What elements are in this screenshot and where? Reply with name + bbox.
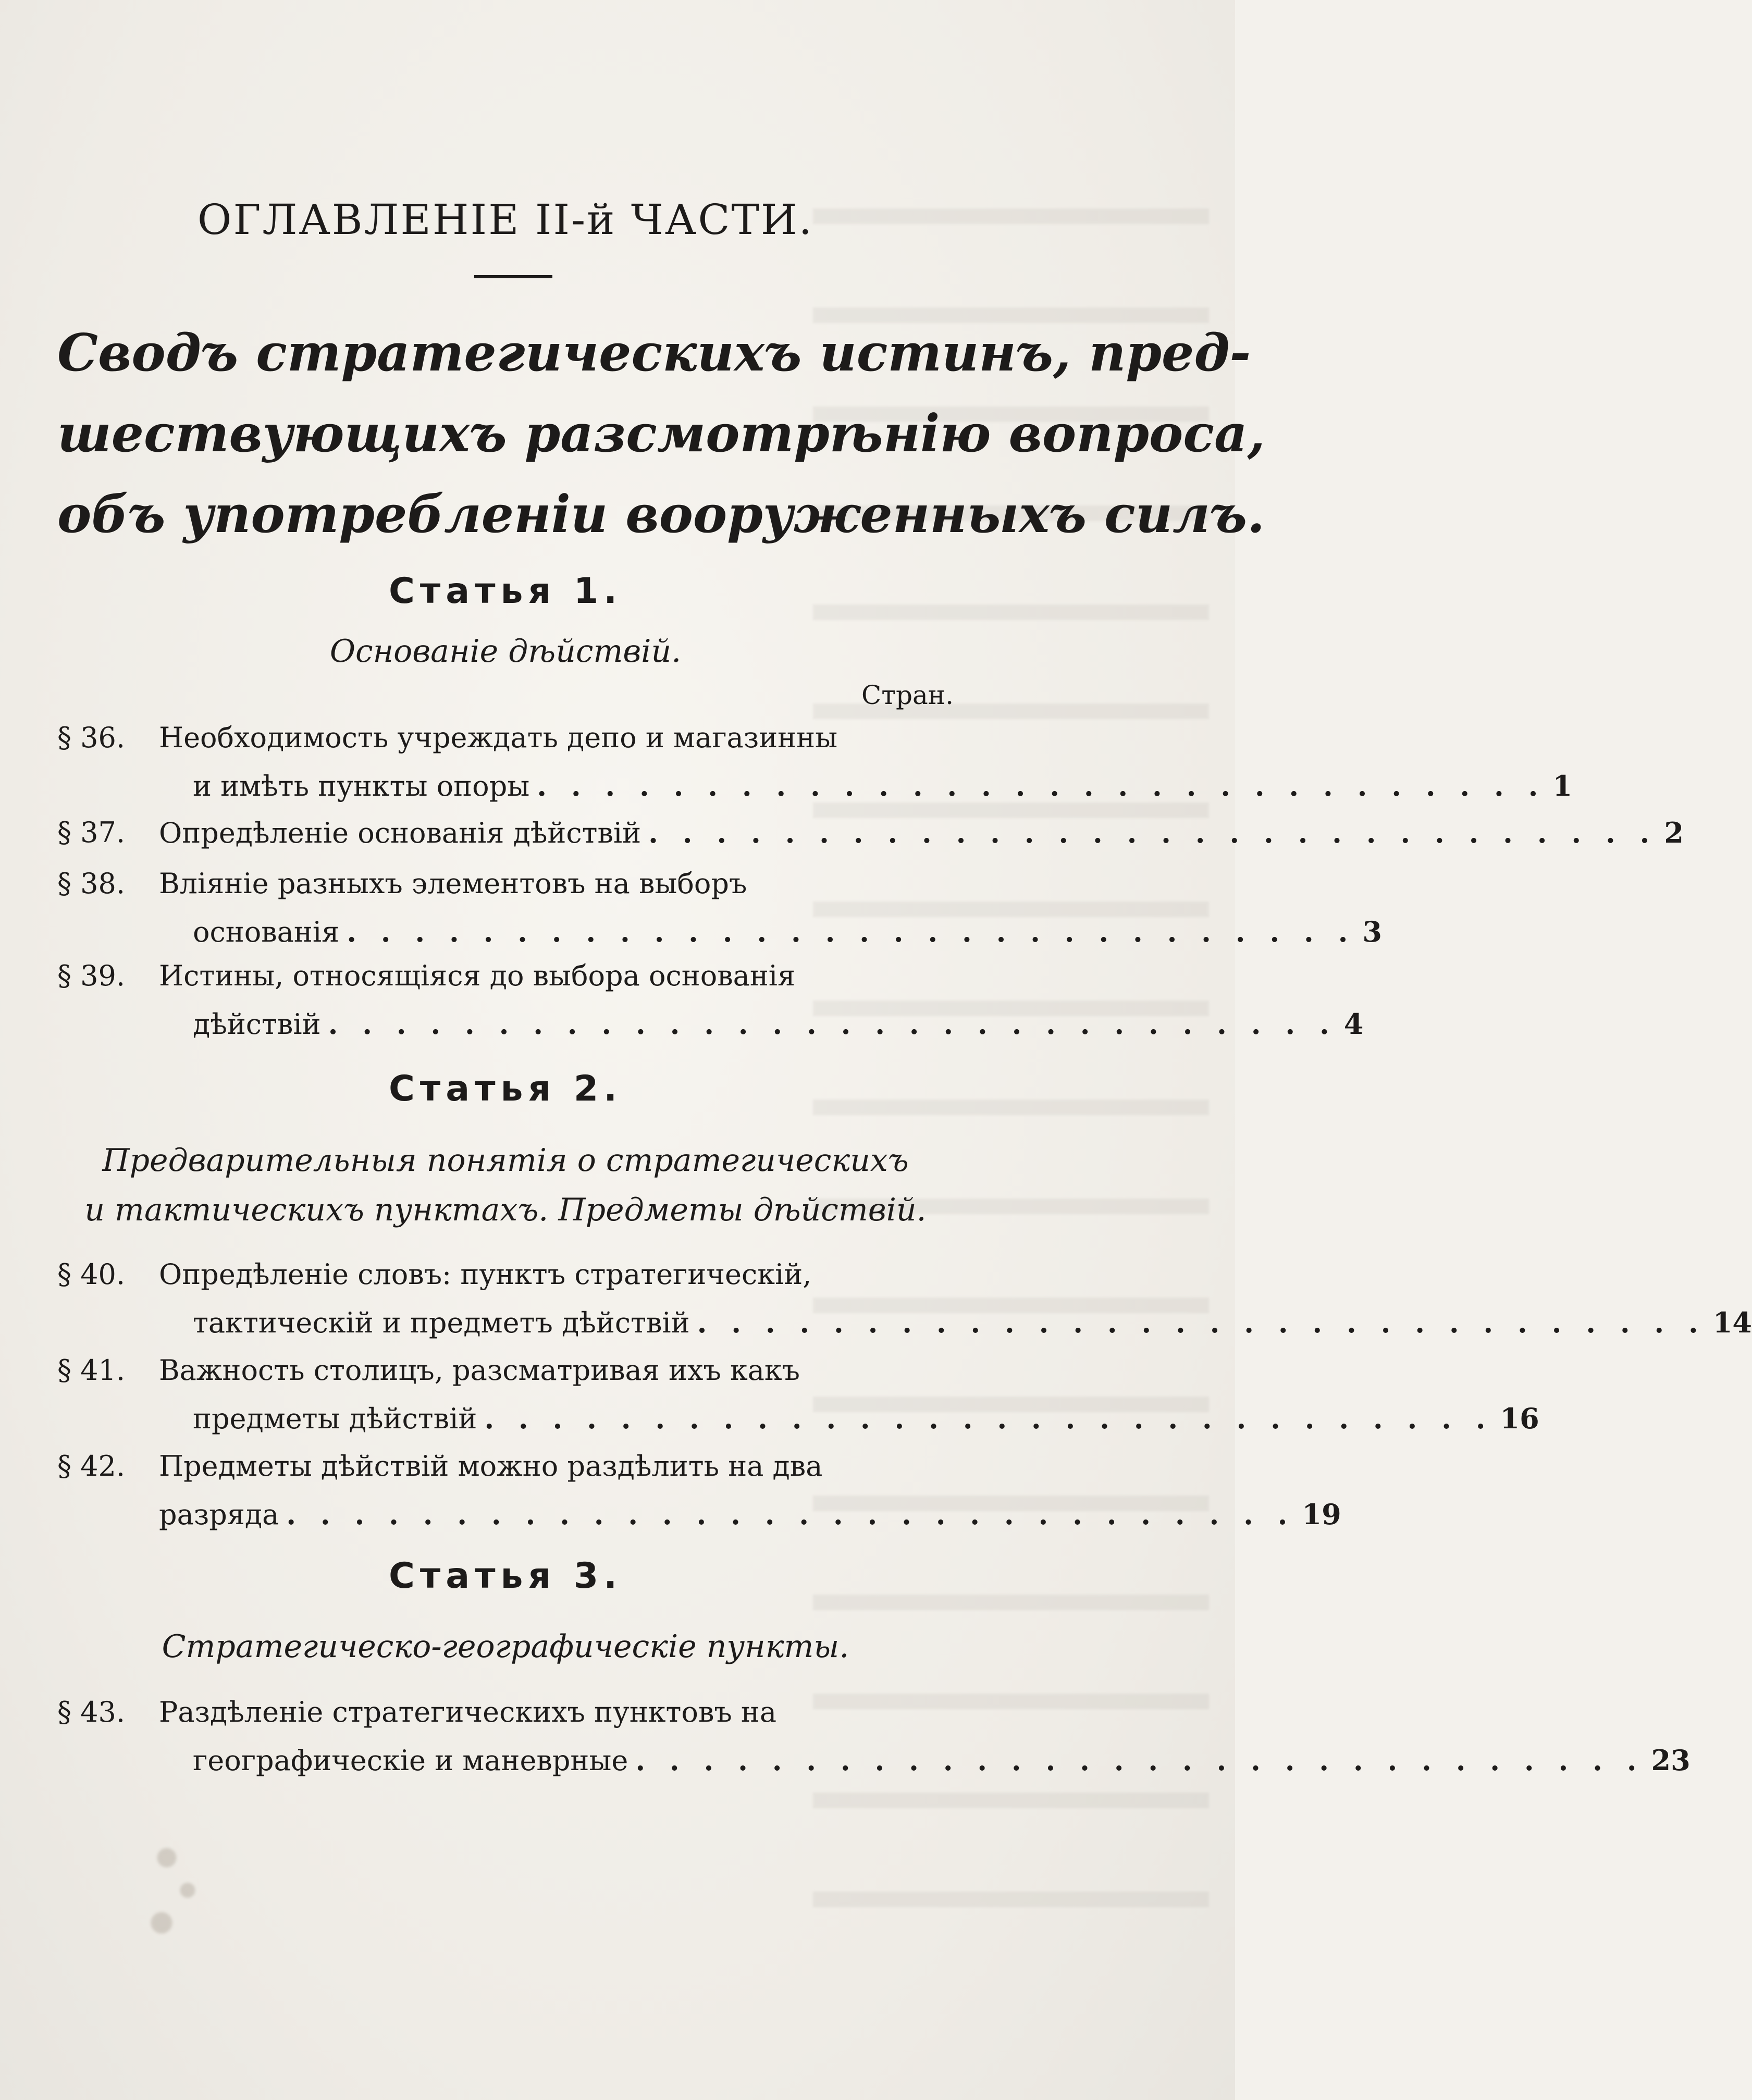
section-heading-line: Сводъ стратегическихъ истинъ, пред- xyxy=(57,323,1251,383)
leader-dots: . . . . . . . . . . . . . . . . . . . . . . . . . . . . . . xyxy=(286,1498,1295,1531)
title-divider xyxy=(474,275,552,278)
entry-text: Вліяніе разныхъ элементовъ на выборъ xyxy=(159,867,747,900)
leader-dots: . . . . . . . . . . . . . . . . . . . . . . . . . . . . . . xyxy=(347,915,1355,948)
article-subtitle-line: и тактическихъ пунктахъ. Предметы дѣйствій. xyxy=(84,1192,927,1228)
entry-text: Опредѣленіе основанія дѣйствій xyxy=(159,817,641,849)
entry-text-cont: предметы дѣйствій xyxy=(193,1402,477,1435)
entry-text: Важность столицъ, разсматривая ихъ какъ xyxy=(159,1354,800,1387)
section-heading-line: шествующихъ разсмотрѣнію вопроса, xyxy=(57,404,1265,464)
article-1-title: Статья 1. xyxy=(388,571,623,612)
article-3-subtitle xyxy=(57,1628,954,1665)
article-subtitle-line: Стратегическо-географическіе пункты. xyxy=(162,1628,849,1665)
section-number: § 41. xyxy=(57,1354,126,1387)
leader-dots: . . . . . . . . . . . . . . . . . . . . . . . . . . . . . . xyxy=(328,1007,1337,1041)
page-column-label: Стран. xyxy=(861,680,954,710)
page-number: 19 xyxy=(1302,1498,1341,1531)
leader-dots: . . . . . . . . . . . . . . . . . . . . . . . . . . . . . . xyxy=(635,1744,1644,1777)
page-number: 3 xyxy=(1362,915,1382,948)
entry-text: Необходимость учреждать депо и магазинны xyxy=(159,721,838,754)
page-number: 14 xyxy=(1712,1306,1752,1339)
article-1-subtitle xyxy=(57,633,954,670)
entry-single-line xyxy=(159,809,1684,857)
page-number: 2 xyxy=(1664,816,1684,849)
leader-dots: . . . . . . . . . . . . . . . . . . . . . . . . . . . . . . xyxy=(484,1402,1493,1435)
section-number: § 38. xyxy=(57,867,126,900)
section-number: § 36. xyxy=(57,721,126,754)
page-number: 16 xyxy=(1500,1402,1539,1435)
paper-stain xyxy=(125,1819,229,1949)
page-title: ОГЛАВЛЕНІЕ II-й ЧАСТИ. xyxy=(197,195,814,244)
section-heading xyxy=(57,313,1265,555)
entry-text-cont: географическіе и маневрные xyxy=(193,1744,628,1777)
page-number: 4 xyxy=(1343,1007,1364,1041)
article-3-title: Статья 3. xyxy=(388,1555,623,1597)
entry-text: Опредѣленіе словъ: пунктъ стратегическій, xyxy=(159,1258,812,1291)
entry-continuation xyxy=(193,1299,1752,1347)
entry-continuation xyxy=(193,1394,1539,1443)
entry-continuation xyxy=(159,1490,1341,1539)
entry-text: Истины, относящіяся до выбора основанія xyxy=(159,959,796,992)
section-heading-line: объ употребленіи вооруженныхъ силъ. xyxy=(57,485,1265,545)
entry-text-cont: разряда xyxy=(159,1498,279,1531)
entry-text: Раздѣленіе стратегическихъ пунктовъ на xyxy=(159,1696,777,1728)
section-number: § 42. xyxy=(57,1450,126,1483)
article-subtitle-line: Предварительныя понятія о стратегическихъ xyxy=(102,1142,909,1179)
entry-text-cont: основанія xyxy=(193,916,340,948)
entry-continuation xyxy=(193,762,1573,810)
leader-dots: . . . . . . . . . . . . . . . . . . . . . . . . . . . . . . xyxy=(697,1306,1706,1339)
page-number: 1 xyxy=(1552,769,1573,802)
entry-continuation xyxy=(193,908,1382,956)
section-number: § 37. xyxy=(57,816,126,849)
entry-continuation xyxy=(193,1736,1691,1785)
leader-dots: . . . . . . . . . . . . . . . . . . . . . . . . . . . . . . xyxy=(537,769,1546,802)
section-number: § 39. xyxy=(57,959,126,992)
entry-text-cont: тактическій и предметъ дѣйствій xyxy=(193,1306,690,1339)
section-number: § 43. xyxy=(57,1696,126,1728)
section-number: § 40. xyxy=(57,1258,126,1291)
article-2-title: Статья 2. xyxy=(388,1068,623,1109)
entry-continuation xyxy=(193,1000,1364,1048)
leader-dots: . . . . . . . . . . . . . . . . . . . . . . . . . . . . . . xyxy=(648,816,1657,849)
entry-text: Предметы дѣйствій можно раздѣлить на два xyxy=(159,1450,823,1483)
page-number: 23 xyxy=(1651,1744,1691,1777)
article-subtitle-line: Основаніе дѣйствій. xyxy=(329,633,682,670)
article-2-subtitle xyxy=(57,1136,954,1235)
entry-text-cont: дѣйствій xyxy=(193,1008,321,1041)
entry-text-cont: и имѣть пункты опоры xyxy=(193,770,530,802)
